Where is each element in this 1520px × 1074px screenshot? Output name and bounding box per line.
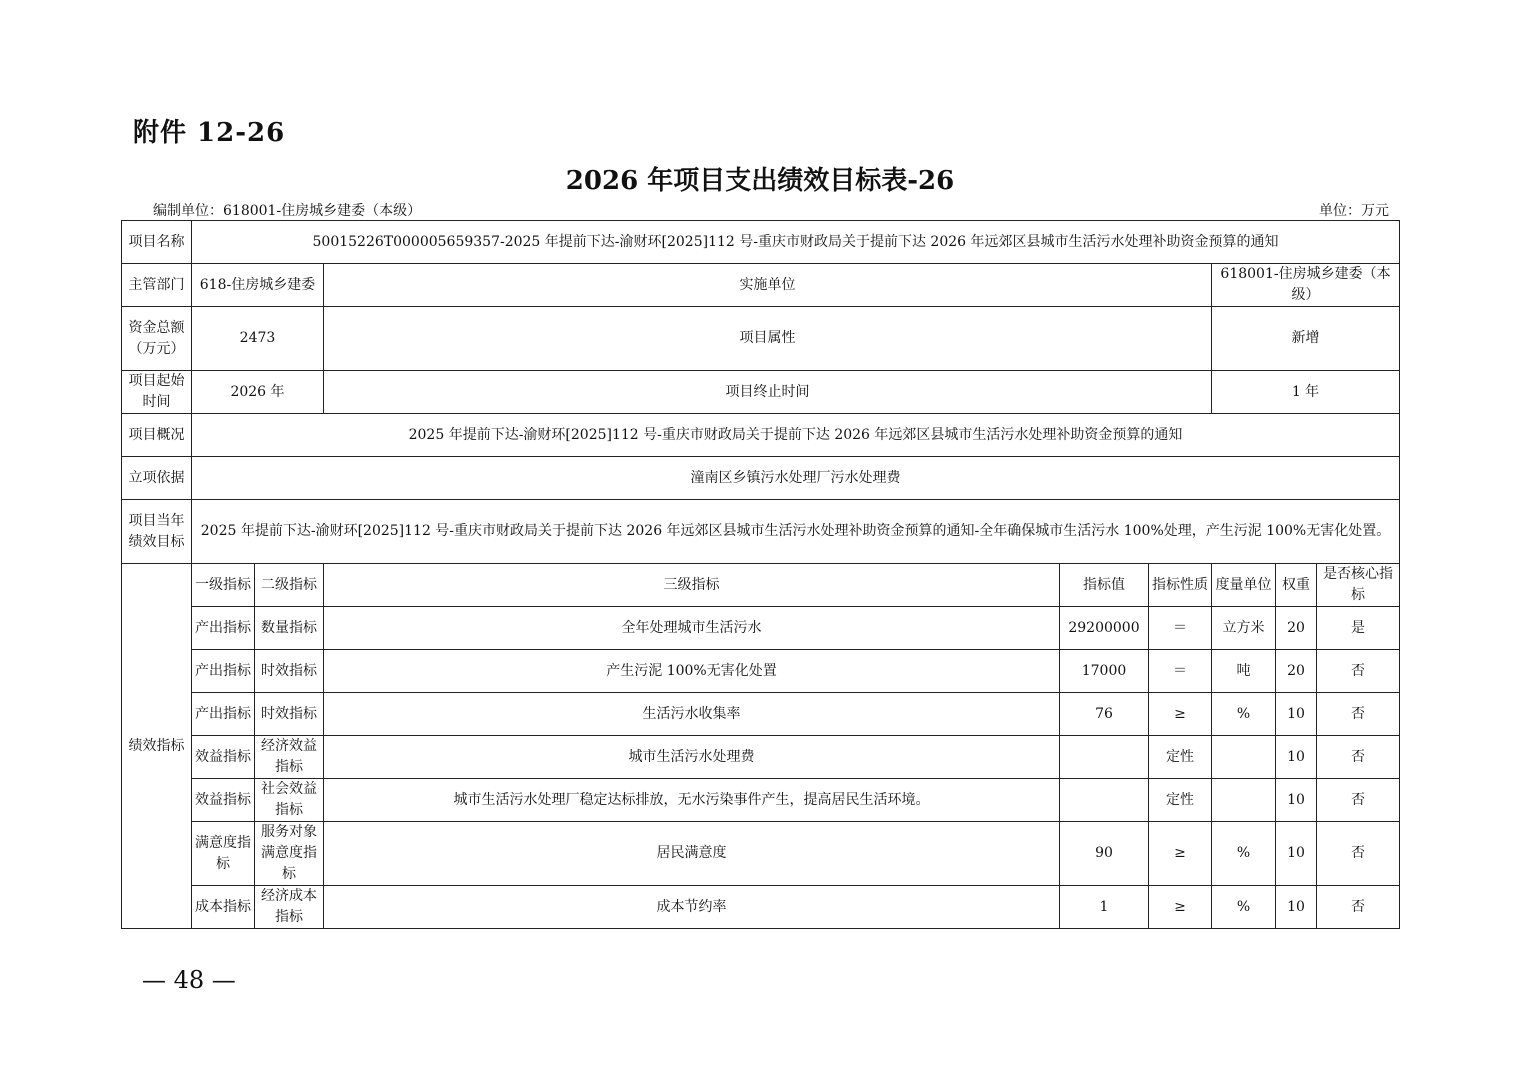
- cell-value: 1: [1060, 886, 1149, 929]
- cell-level2: 社会效益指标: [255, 779, 324, 822]
- cell-level2: 服务对象满意度指标: [255, 822, 324, 886]
- dept-value: 618-住房城乡建委: [192, 264, 324, 307]
- row-goal: [122, 500, 1400, 564]
- fund-label: 资金总额（万元）: [122, 307, 192, 371]
- cell-value: [1060, 779, 1149, 822]
- cell-level3: 城市生活污水处理厂稳定达标排放，无水污染事件产生，提高居民生活环境。: [324, 779, 1060, 822]
- cell-nature: ＝: [1149, 607, 1212, 650]
- row-project-name: [122, 221, 1400, 264]
- header-level3: 三级指标: [324, 564, 1060, 607]
- cell-weight: 10: [1276, 886, 1317, 929]
- cell-core: 是: [1317, 607, 1400, 650]
- cell-weight: 10: [1276, 693, 1317, 736]
- fund-value: 2473: [192, 307, 324, 371]
- table-row: [122, 886, 1400, 929]
- table-row: [122, 693, 1400, 736]
- cell-core: 否: [1317, 779, 1400, 822]
- cell-level3: 全年处理城市生活污水: [324, 607, 1060, 650]
- cell-nature: 定性: [1149, 736, 1212, 779]
- cell-level2: 数量指标: [255, 607, 324, 650]
- indicator-header-row: [122, 564, 1400, 607]
- cell-value: 29200000: [1060, 607, 1149, 650]
- cell-measure: %: [1212, 693, 1276, 736]
- row-overview: [122, 414, 1400, 457]
- start-value: 2026 年: [192, 371, 324, 414]
- attr-value: 新增: [1212, 307, 1400, 371]
- goal-label: 项目当年绩效目标: [122, 500, 192, 564]
- overview-label: 项目概况: [122, 414, 192, 457]
- cell-nature: 定性: [1149, 779, 1212, 822]
- cell-measure: 吨: [1212, 650, 1276, 693]
- cell-level3: 产生污泥 100%无害化处置: [324, 650, 1060, 693]
- cell-measure: 立方米: [1212, 607, 1276, 650]
- header-level1: 一级指标: [192, 564, 255, 607]
- cell-level1: 产出指标: [192, 693, 255, 736]
- cell-level3: 居民满意度: [324, 822, 1060, 886]
- row-fund: [122, 307, 1400, 371]
- header-weight: 权重: [1276, 564, 1317, 607]
- cell-value: 17000: [1060, 650, 1149, 693]
- row-department: [122, 264, 1400, 307]
- cell-core: 否: [1317, 650, 1400, 693]
- cell-weight: 20: [1276, 607, 1317, 650]
- table-row: [122, 736, 1400, 779]
- cell-value: 90: [1060, 822, 1149, 886]
- cell-weight: 10: [1276, 779, 1317, 822]
- cell-level3: 生活污水收集率: [324, 693, 1060, 736]
- cell-level1: 效益指标: [192, 736, 255, 779]
- project-name-label: 项目名称: [122, 221, 192, 264]
- cell-nature: ≥: [1149, 822, 1212, 886]
- indicator-section-label: 绩效指标: [122, 564, 192, 929]
- start-label: 项目起始时间: [122, 371, 192, 414]
- header-measure: 度量单位: [1212, 564, 1276, 607]
- cell-core: 否: [1317, 693, 1400, 736]
- cell-level3: 城市生活污水处理费: [324, 736, 1060, 779]
- impl-value: 618001-住房城乡建委（本级）: [1212, 264, 1400, 307]
- cell-level2: 经济成本指标: [255, 886, 324, 929]
- table-row: [122, 822, 1400, 886]
- cell-nature: ≥: [1149, 693, 1212, 736]
- cell-nature: ≥: [1149, 886, 1212, 929]
- page-number: — 48 —: [142, 966, 236, 994]
- end-label: 项目终止时间: [324, 371, 1212, 414]
- cell-measure: [1212, 736, 1276, 779]
- attachment-label: 附件 12-26: [133, 118, 286, 148]
- basis-value: 潼南区乡镇污水处理厂污水处理费: [192, 457, 1400, 500]
- cell-weight: 10: [1276, 822, 1317, 886]
- cell-core: 否: [1317, 736, 1400, 779]
- row-basis: [122, 457, 1400, 500]
- goal-value: 2025 年提前下达-渝财环[2025]112 号-重庆市财政局关于提前下达 2026 年远郊区县城市生活污水处理补助资金预算的通知-全年确保城市生活污水 100%处理，产生污泥 100%无害化处置。: [192, 500, 1400, 564]
- cell-measure: %: [1212, 886, 1276, 929]
- page-title: 2026 年项目支出绩效目标表-26: [565, 166, 955, 196]
- cell-measure: %: [1212, 822, 1276, 886]
- cell-level1: 产出指标: [192, 607, 255, 650]
- cell-level1: 产出指标: [192, 650, 255, 693]
- header-nature: 指标性质: [1149, 564, 1212, 607]
- attr-label: 项目属性: [324, 307, 1212, 371]
- cell-level1: 成本指标: [192, 886, 255, 929]
- table-row: [122, 779, 1400, 822]
- row-period: [122, 371, 1400, 414]
- cell-level3: 成本节约率: [324, 886, 1060, 929]
- overview-value: 2025 年提前下达-渝财环[2025]112 号-重庆市财政局关于提前下达 2026 年远郊区县城市生活污水处理补助资金预算的通知: [192, 414, 1400, 457]
- header-level2: 二级指标: [255, 564, 324, 607]
- header-value: 指标值: [1060, 564, 1149, 607]
- cell-nature: ＝: [1149, 650, 1212, 693]
- basis-label: 立项依据: [122, 457, 192, 500]
- compiler-unit: 编制单位：618001-住房城乡建委（本级）: [153, 203, 422, 219]
- cell-level2: 时效指标: [255, 650, 324, 693]
- cell-weight: 10: [1276, 736, 1317, 779]
- end-value: 1 年: [1212, 371, 1400, 414]
- performance-table: [121, 220, 1400, 929]
- cell-level2: 时效指标: [255, 693, 324, 736]
- header-core: 是否核心指标: [1317, 564, 1400, 607]
- cell-weight: 20: [1276, 650, 1317, 693]
- cell-level1: 满意度指标: [192, 822, 255, 886]
- cell-level2: 经济效益指标: [255, 736, 324, 779]
- project-name: 50015226T000005659357-2025 年提前下达-渝财环[2025]112 号-重庆市财政局关于提前下达 2026 年远郊区县城市生活污水处理补助资金预算的通知: [192, 221, 1400, 264]
- dept-label: 主管部门: [122, 264, 192, 307]
- table-row: [122, 607, 1400, 650]
- cell-core: 否: [1317, 822, 1400, 886]
- cell-value: [1060, 736, 1149, 779]
- currency-unit: 单位：万元: [1319, 203, 1389, 219]
- cell-measure: [1212, 779, 1276, 822]
- cell-value: 76: [1060, 693, 1149, 736]
- cell-core: 否: [1317, 886, 1400, 929]
- impl-label: 实施单位: [324, 264, 1212, 307]
- table-row: [122, 650, 1400, 693]
- cell-level1: 效益指标: [192, 779, 255, 822]
